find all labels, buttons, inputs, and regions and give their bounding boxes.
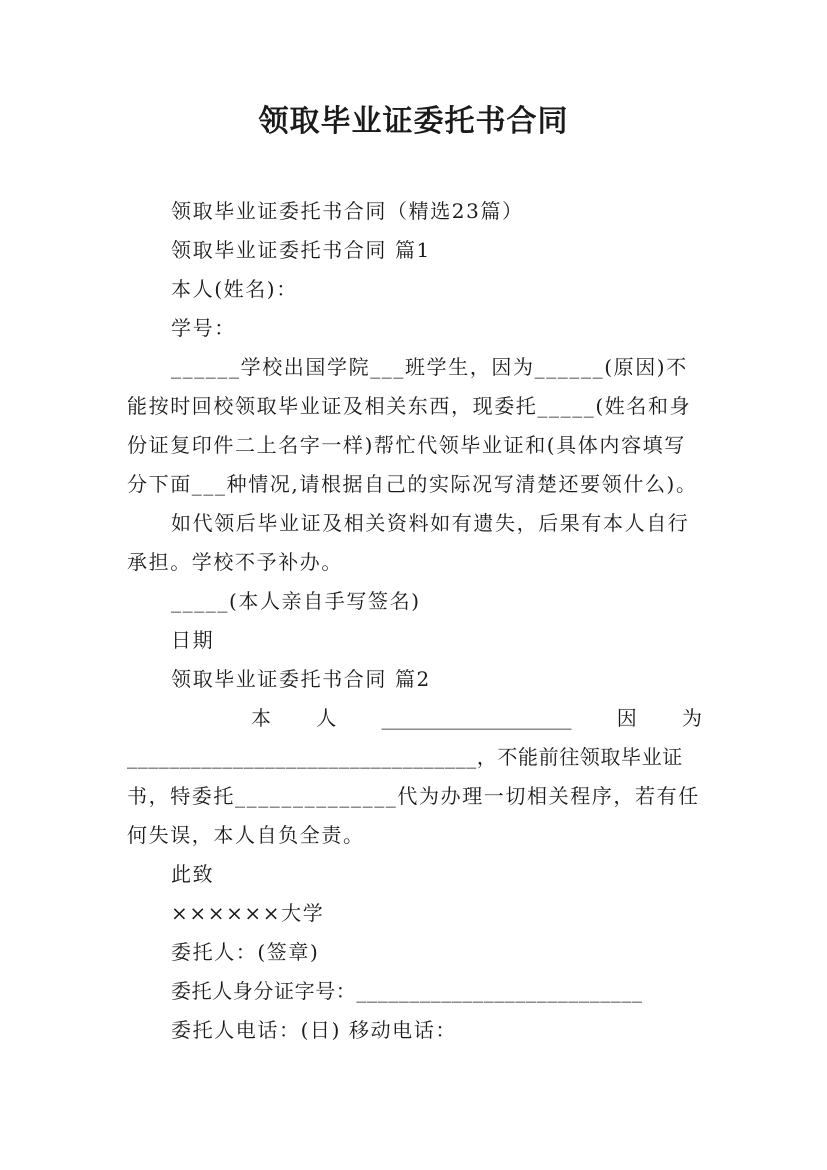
paragraph-line: _________________________________，不能前往领取毕业证 xyxy=(127,745,683,769)
paragraph-line: 能按时回校领取毕业证及相关东西，现委托_____(姓名和身 xyxy=(127,394,692,418)
paragraph-line: 如代领后毕业证及相关资料如有遗失，后果有本人自行 xyxy=(171,511,690,535)
paragraph-line: 份证复印件二上名字一样)帮忙代领毕业证和(具体内容填写 xyxy=(127,433,686,457)
text-fragment: 本 xyxy=(251,706,271,730)
principal-signature-line: 委托人：(签章) xyxy=(171,940,320,964)
section-heading-1: 领取毕业证委托书合同 篇1 xyxy=(171,238,431,262)
paragraph-line: 分下面___种情况,请根据自己的实际况写清楚还要领什么)。 xyxy=(127,472,698,496)
paragraph-line: ______学校出国学院___班学生，因为______(原因)不 xyxy=(171,355,688,379)
paragraph-line: 学号： xyxy=(171,316,236,340)
paragraph-line: 何失误，本人自负全责。 xyxy=(127,823,365,847)
closing-line: 此致 xyxy=(171,862,215,886)
section-heading-2: 领取毕业证委托书合同 篇2 xyxy=(171,667,431,691)
text-fragment: 因 xyxy=(616,706,637,730)
paragraph-line-spread xyxy=(171,703,702,733)
date-line: 日期 xyxy=(171,628,215,652)
text-fragment: 人 xyxy=(316,706,337,730)
recipient-line: ××××××大学 xyxy=(171,901,325,925)
blank-field: ___________________ xyxy=(381,706,572,730)
signature-line: _____(本人亲自手写签名) xyxy=(171,589,421,613)
text-fragment: 为 xyxy=(682,706,702,730)
paragraph-line: 本人(姓名)： xyxy=(171,277,298,301)
principal-id-line: 委托人身分证字号：___________________________ xyxy=(171,979,643,1003)
paragraph-line: 承担。学校不予补办。 xyxy=(127,550,343,574)
document-title: 领取毕业证委托书合同 xyxy=(258,104,569,139)
paragraph-line: 书，特委托______________代为办理一切相关程序，若有任 xyxy=(127,784,700,808)
principal-phone-line: 委托人电话：(日) 移动电话： xyxy=(171,1018,457,1042)
doc-subtitle: 领取毕业证委托书合同（精选23篇） xyxy=(171,199,524,223)
